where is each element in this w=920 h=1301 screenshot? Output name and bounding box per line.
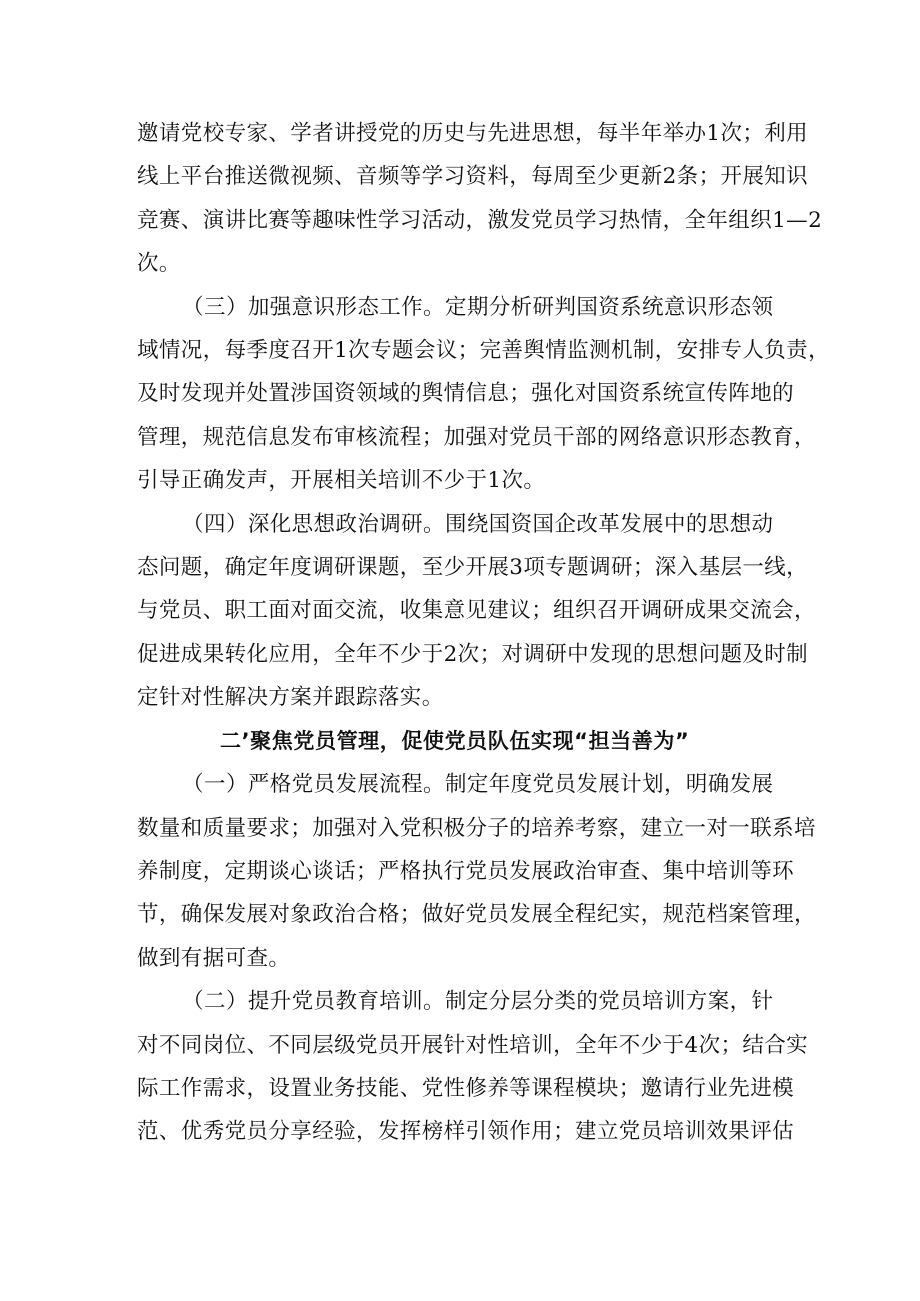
text-line: 竞赛、演讲比赛等趣味性学习活动，激发党员学习热情，全年组织1—2 xyxy=(137,207,823,233)
text-line: 次。 xyxy=(137,251,181,277)
text-line: 管理，规范信息发布审核流程；加强对党员干部的网络意识形态教育， xyxy=(137,424,816,450)
text-line: 数量和质量要求；加强对入党积极分子的培养考察，建立一对一联系培 xyxy=(137,815,816,841)
text-line: 线上平台推送微视频、音频等学习资料，每周至少更新2条；开展知识 xyxy=(137,164,809,190)
paragraph-section-3 xyxy=(137,286,830,503)
document-body xyxy=(137,112,830,1154)
text-line: 域情况，每季度召开1次专题会议；完善舆情监测机制，安排专人负责， xyxy=(137,338,830,364)
text-line: 养制度，定期谈心谈话；严格执行党员发展政治审查、集中培训等环 xyxy=(137,858,795,884)
text-line: 范、优秀党员分享经验，发挥榜样引领作用；建立党员培训效果评估 xyxy=(137,1119,795,1145)
text-line: 节，确保发展对象政治合格；做好党员发展全程纪实，规范档案管理， xyxy=(137,902,816,928)
paragraph-section-4 xyxy=(137,503,816,720)
text-line: 引导正确发声，开展相关培训不少于1次。 xyxy=(137,468,546,494)
text-line: 对不同岗位、不同层级党员开展针对性培训，全年不少于4次；结合实 xyxy=(137,1032,809,1058)
text-line: 促进成果转化应用，全年不少于2次；对调研中发现的思想问题及时制 xyxy=(137,641,809,667)
text-line: （一）严格党员发展流程。制定年度党员发展计划，明确发展 xyxy=(182,772,774,798)
text-line: 定针对性解决方案并跟踪落实。 xyxy=(137,685,444,711)
text-line: 做到有据可查。 xyxy=(137,945,291,971)
paragraph-member-training xyxy=(137,980,809,1154)
text-line: 与党员、职工面对面交流，收集意见建议；组织召开调研成果交流会， xyxy=(137,598,816,624)
text-line: 态问题，确定年度调研课题，至少开展3项专题调研；深入基层一线， xyxy=(137,555,809,581)
text-line: （三）加强意识形态工作。定期分析研判国资系统意识形态领 xyxy=(182,294,774,320)
text-line: 及时发现并处置涉国资领域的舆情信息；强化对国资系统宣传阵地的 xyxy=(137,381,795,407)
text-line: （四）深化思想政治调研。围绕国资国企改革发展中的思想动 xyxy=(182,511,774,537)
text-line: 邀请党校专家、学者讲授党的历史与先进思想，每半年举办1次；利用 xyxy=(137,121,809,146)
section-heading: 二’聚焦党员管理，促使党员队伍实现“担当善为” xyxy=(220,728,690,753)
text-line: 际工作需求，设置业务技能、党性修养等课程模块；邀请行业先进模 xyxy=(137,1075,795,1101)
text-line: （二）提升党员教育培训。制定分层分类的党员培训方案，针 xyxy=(182,989,774,1015)
paragraph-member-development xyxy=(137,763,816,980)
paragraph-intro-continued xyxy=(137,112,823,286)
